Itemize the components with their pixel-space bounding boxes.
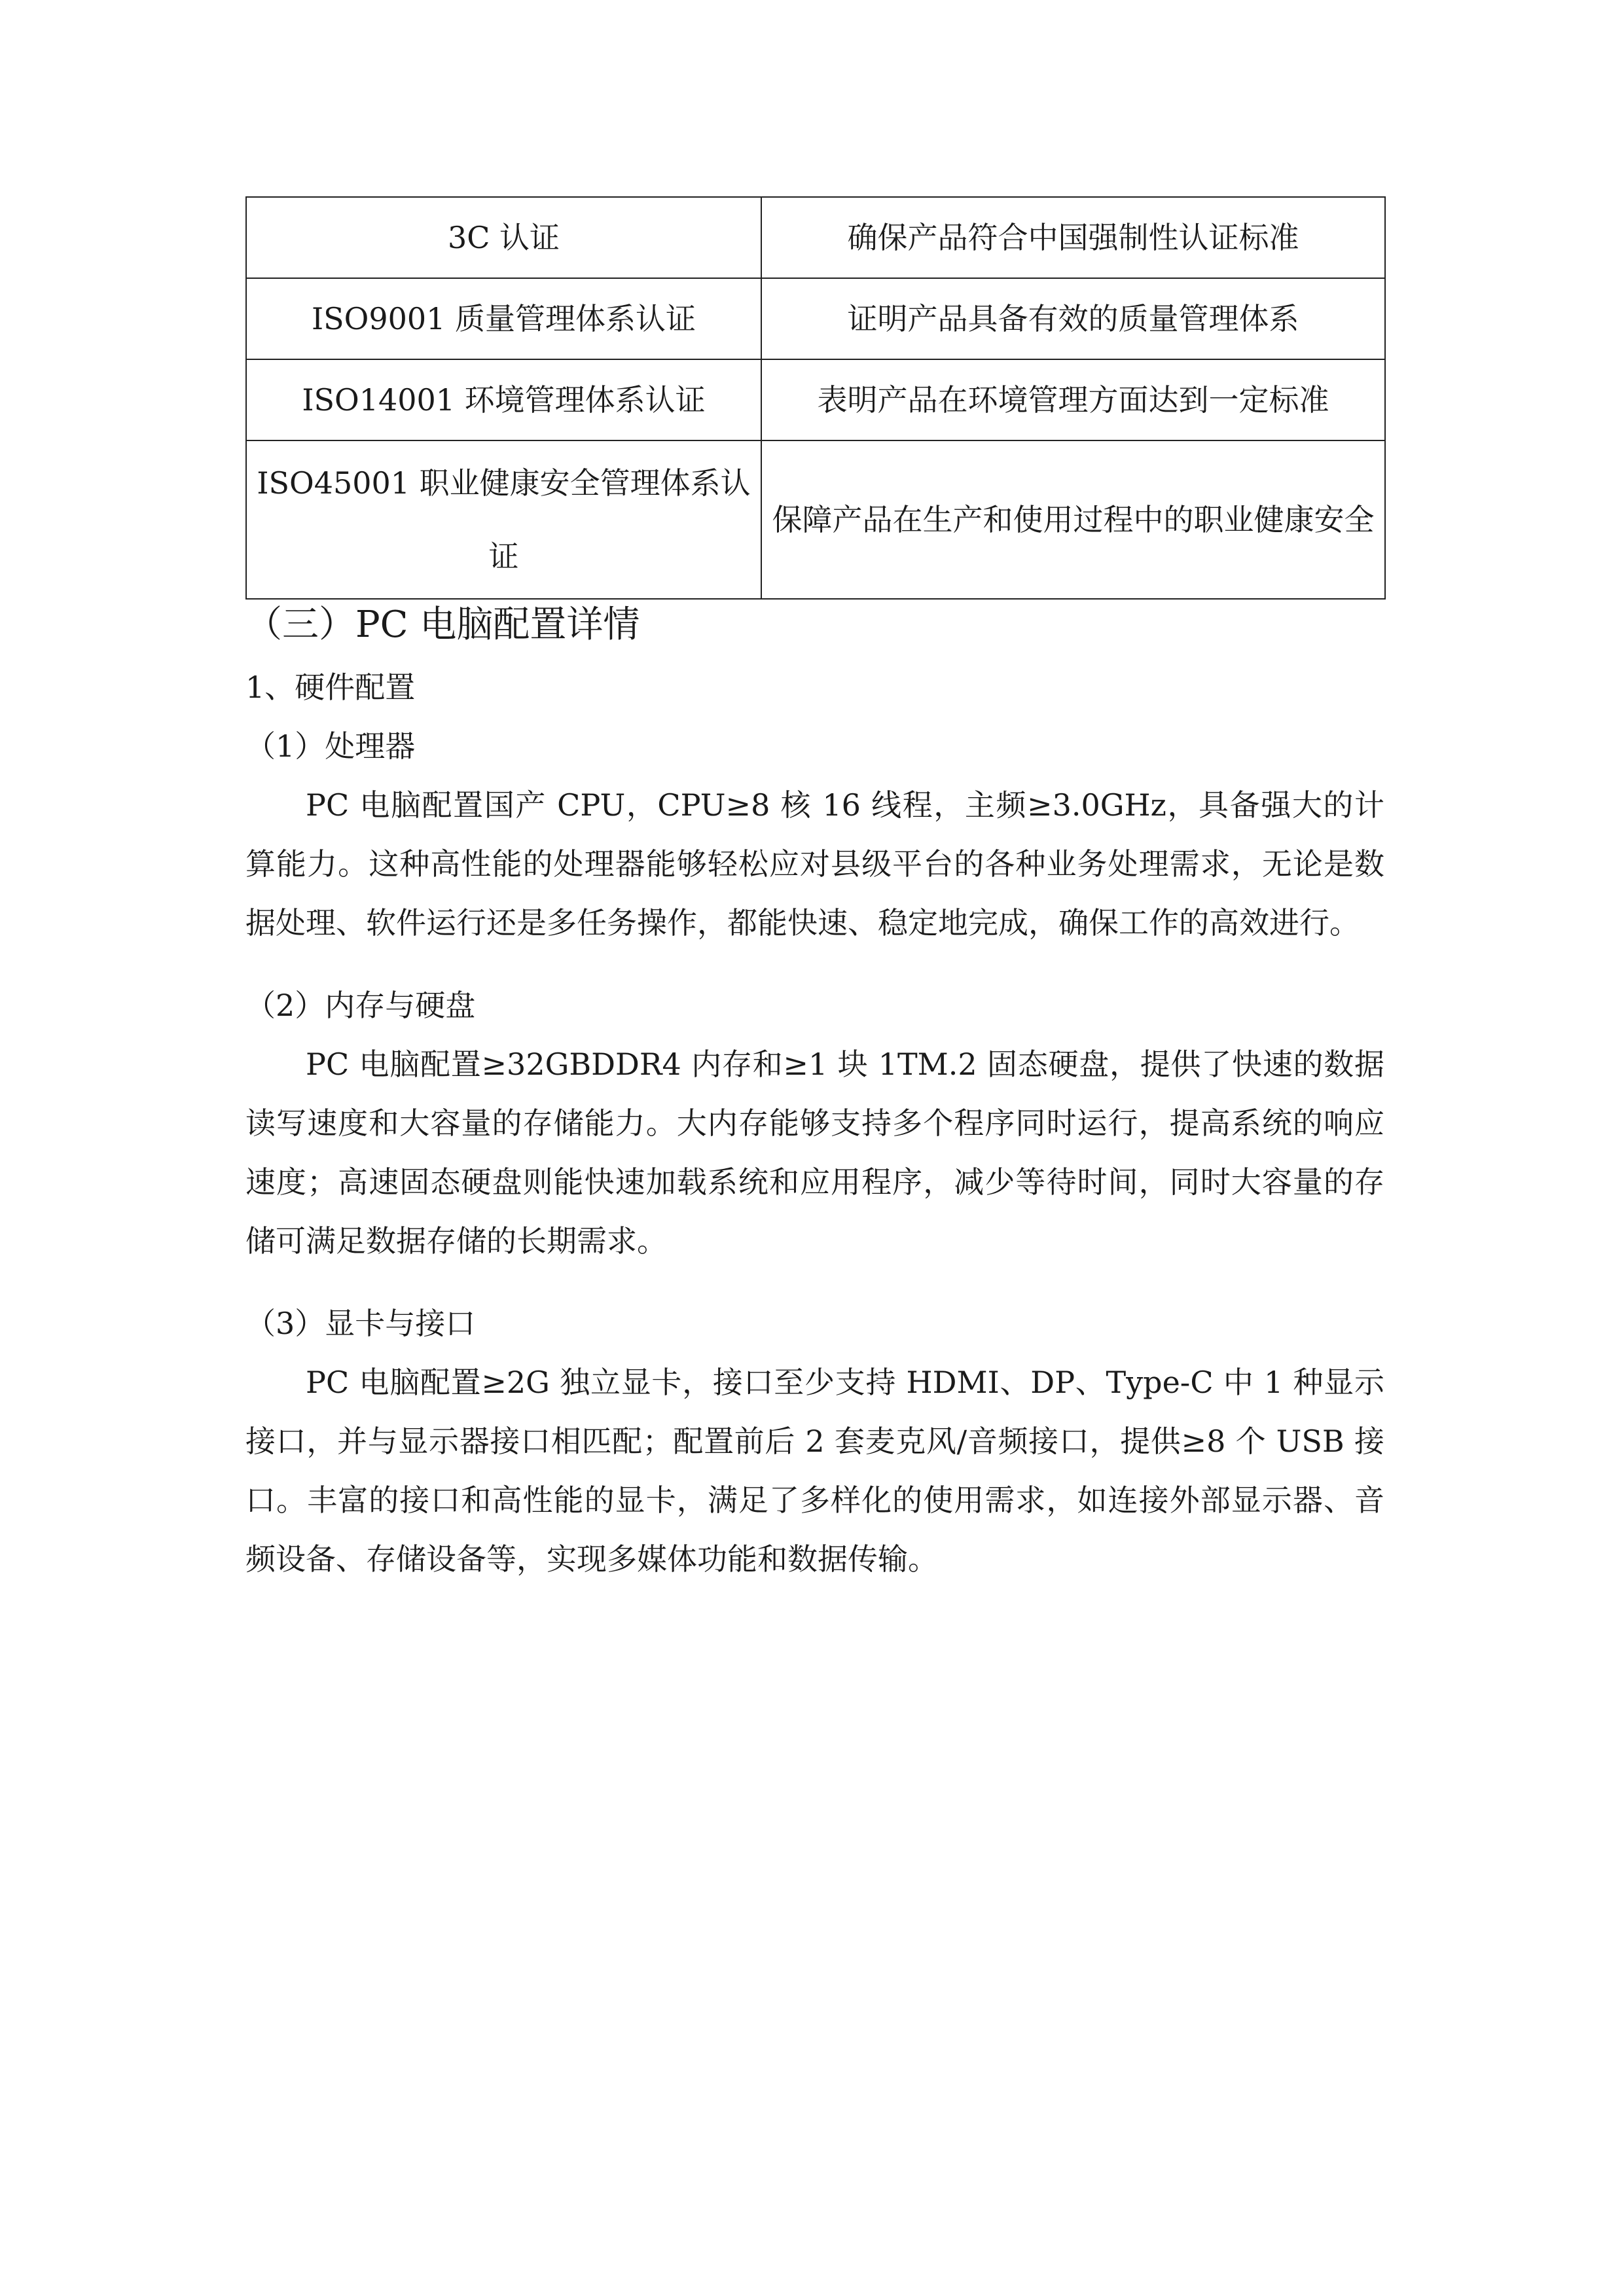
table-row (246, 197, 1385, 278)
cert-name-cell: ISO14001 环境管理体系认证 (246, 359, 761, 440)
paragraph-memory-disk: PC 电脑配置≥32GBDDR4 内存和≥1 块 1TM.2 固态硬盘，提供了快速的数据读写速度和大容量的存储能力。大内存能够支持多个程序同时运行，提高系统的响应速度；高速固态硬盘则能快速加载系统和应用程序，减少等待时间，同时大容量的存储可满足数据存储的长期需求。 (245, 1047, 1384, 1259)
table-row (246, 440, 1385, 599)
cert-desc-cell: 保障产品在生产和使用过程中的职业健康安全 (761, 440, 1385, 599)
certification-table (245, 196, 1386, 600)
cert-desc-cell: 表明产品在环境管理方面达到一定标准 (761, 359, 1385, 440)
paragraph-processor: PC 电脑配置国产 CPU，CPU≥8 核 16 线程，主频≥3.0GHz，具备强大的计算能力。这种高性能的处理器能够轻松应对县级平台的各种业务处理需求，无论是数据处理、软件运行还是多任务操作，都能快速、稳定地完成，确保工作的高效进行。 (245, 787, 1384, 941)
table-row (246, 278, 1385, 359)
cert-desc-cell: 证明产品具备有效的质量管理体系 (761, 278, 1385, 359)
cert-name-cell: ISO45001 职业健康安全管理体系认证 (246, 440, 761, 599)
section-title: （三）PC 电脑配置详情 (245, 603, 640, 646)
item-title-processor: （1）处理器 (245, 728, 416, 764)
cert-desc-cell: 确保产品符合中国强制性认证标准 (761, 197, 1385, 278)
item-title-memory-disk: （2）内存与硬盘 (245, 988, 476, 1023)
item-title-gpu-ports: （3）显卡与接口 (245, 1306, 476, 1341)
section-content (245, 592, 1384, 1612)
table-row (246, 359, 1385, 440)
cert-name-cell: 3C 认证 (246, 197, 761, 278)
cert-name-cell: ISO9001 质量管理体系认证 (246, 278, 761, 359)
paragraph-gpu-ports: PC 电脑配置≥2G 独立显卡，接口至少支持 HDMI、DP、Type-C 中 1 种显示接口，并与显示器接口相匹配；配置前后 2 套麦克风/音频接口，提供≥8 个 USB 接口。丰富的接口和高性能的显卡，满足了多样化的使用需求，如连接外部显示器、音频设备、存储设备等，实现多媒体功能和数据传输。 (245, 1365, 1384, 1577)
subsection-title: 1、硬件配置 (245, 670, 416, 705)
